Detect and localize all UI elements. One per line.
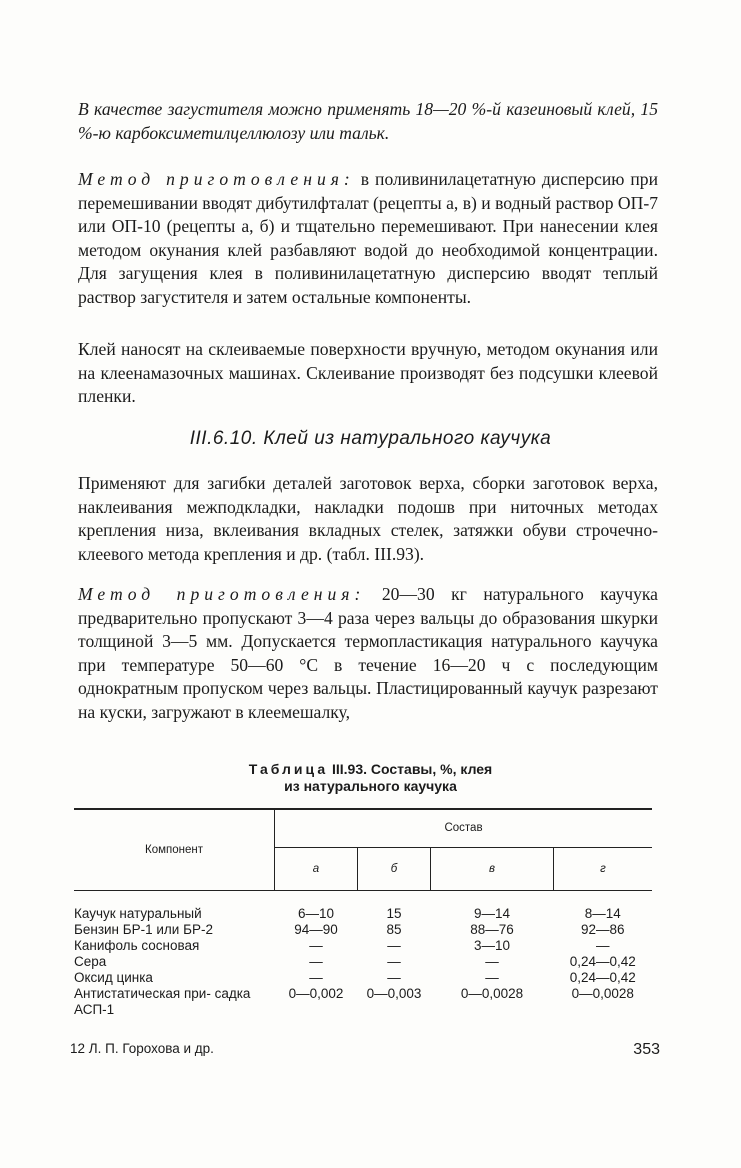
row-value-b: — [387,938,401,953]
paragraph-application-text: Клей наносят на склеиваемые поверхности вручную, методом окунания или на клеенамазочных машинах. Склеивание производят без подсушки клеевой пленки. [78,339,658,406]
paragraph-thickener-text: В качестве загустителя можно применять 18—20 %-й казеиновый клей, 15 %-ю карбоксиметилцеллюлозу или тальк. [78,99,658,143]
composition-table [74,808,652,1018]
row-value-b: 0—0,003 [366,986,422,1001]
paragraph-preparation-method-2 [78,583,658,724]
row-component: Сера [74,954,107,969]
paragraph-preparation-method-1 [78,168,658,309]
section-heading: III.6.10. Клей из натурального каучука [189,428,552,449]
paragraph-usage [78,472,658,566]
paragraph-usage-text: Применяют для загибки деталей заготовок верха, сборки заготовок верха, наклеивания межподкладки, накладки подошв при ниточных методах крепления низа, вклеивания вкладных стелек, затяжки обуви строчечно-клеевого метода крепления и др. (табл. III.93). [78,473,658,564]
page-footer [70,1041,660,1056]
table-caption [0,761,741,778]
row-value-a: 0—0,002 [288,986,344,1001]
table-row [74,954,652,970]
row-value-b: — [387,970,401,985]
paragraph-application [78,338,658,409]
subheader-g: г [554,847,653,890]
row-value-a: — [309,954,323,969]
method-text-2: 20—30 кг натурального каучука предварительно пропускают 3—4 раза через вальцы до образования шкурки толщиной 3—5 мм. Допускается термопластикация натурального каучука при температуре 50—60 °С в течение 16—20 ч с последующим однократным пропуском через вальцы. Пластицированный каучук разрезают на куски, загружают в клеемешалку, [78,584,658,722]
header-component: Компонент [74,809,275,890]
row-value-v: 3—10 [473,938,511,953]
subheader-b: б [358,847,431,890]
method-label: Метод приготовления: [78,169,355,189]
table-row [74,938,652,954]
row-value-a: 6—10 [297,906,335,921]
row-value-b: 85 [386,922,402,937]
row-value-g: 0,24—0,42 [569,970,636,985]
row-value-g: 0,24—0,42 [569,954,636,969]
table-row [74,970,652,986]
paragraph-thickener [78,98,658,145]
row-value-b: — [387,954,401,969]
row-component: Бензин БР-1 или БР-2 [74,922,213,937]
subheader-a: а [275,847,358,890]
subheader-v: в [431,847,554,890]
table-row [74,906,652,922]
header-composition: Состав [275,809,653,847]
row-value-b: 15 [386,906,402,921]
row-component: Каучук натуральный [74,906,202,921]
table-caption-line2: из натурального каучука [284,778,457,794]
row-value-a: — [309,970,323,985]
table-row [74,986,652,1018]
row-component: Антистатическая при- садка АСП-1 [74,986,251,1017]
row-value-a: — [309,938,323,953]
row-value-g: 0—0,0028 [571,986,634,1001]
row-value-v: 0—0,0028 [460,986,524,1001]
table-caption-title: III.93. Составы, %, клея [328,761,493,777]
row-value-a: 94—90 [294,922,338,937]
row-value-g: 92—86 [580,922,625,937]
row-component: Оксид цинка [74,970,153,985]
row-value-v: — [485,954,499,969]
method-text: в поливинилацетатную дисперсию при перемешивании вводят дибутилфталат (рецепты а, в) и водный раствор ОП-7 или ОП-10 (рецепты а, б) и тщательно перемешивают. При нанесении клея методом окунания клей разбавляют водой до необходимой концентрации. Для загущения клея в поливинилацетатную дисперсию вводят теплый раствор загустителя и затем остальные компоненты. [78,169,658,307]
table-caption-label: Таблица [248,761,329,777]
footer-signature: 12 Л. П. Горохова и др. [70,1041,214,1056]
row-component: Канифоль сосновая [74,938,200,953]
table-row [74,922,652,938]
row-value-g: — [596,938,610,953]
page-number: 353 [633,1041,660,1058]
method-label-2: Метод приготовления: [78,584,366,604]
row-value-g: 8—14 [584,906,621,921]
row-value-v: — [485,970,499,985]
row-value-v: 88—76 [470,922,514,937]
row-value-v: 9—14 [473,906,511,921]
